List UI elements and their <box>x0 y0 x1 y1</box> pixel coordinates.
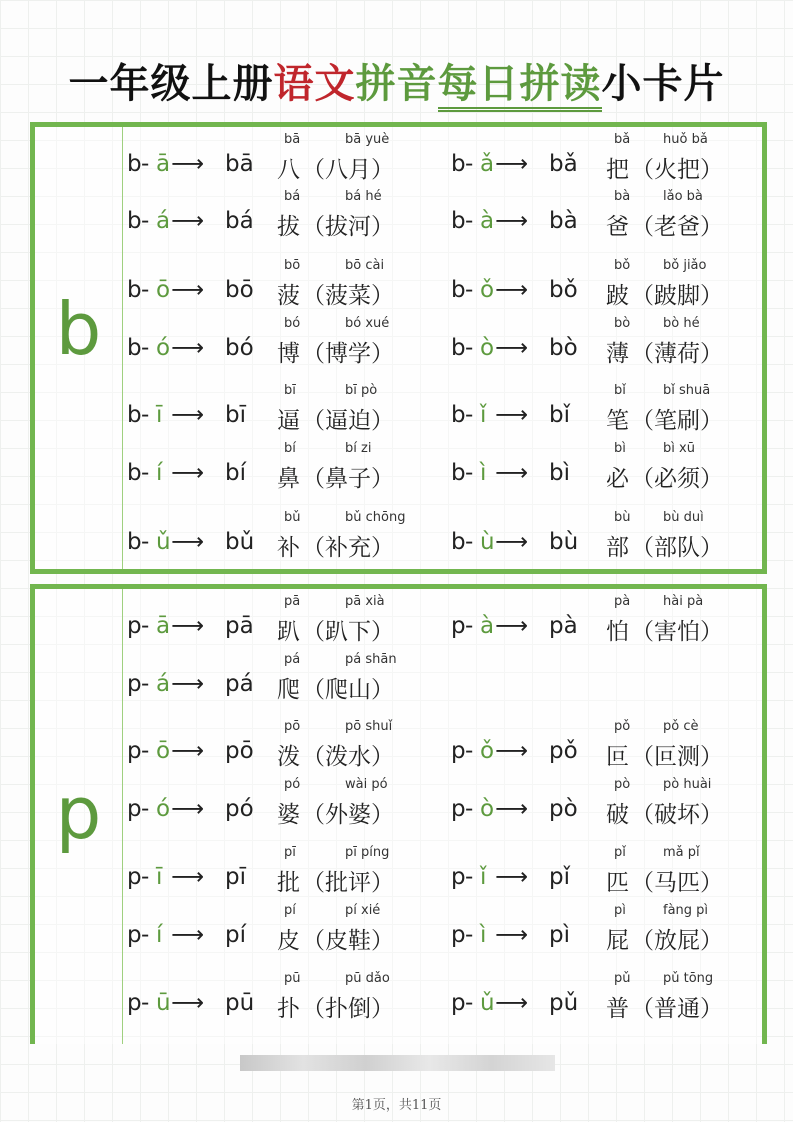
pinyin-entry <box>451 383 771 442</box>
pinyin-entry <box>127 258 447 317</box>
initial: b <box>451 460 466 486</box>
pinyin-entry <box>451 258 771 317</box>
word-pinyin: bá hé <box>345 189 382 204</box>
dash: - <box>141 460 150 486</box>
syllable: bó <box>225 335 254 361</box>
hanzi: 叵 <box>606 744 629 770</box>
initial: b <box>127 277 142 303</box>
arrow-icon: ⟶ <box>495 277 528 303</box>
vowel: ì <box>480 460 487 486</box>
pinyin-entry <box>127 652 447 711</box>
hanzi: 批 <box>277 870 300 896</box>
initial: p <box>451 990 466 1016</box>
arrow-icon: ⟶ <box>171 922 204 948</box>
dash: - <box>465 796 474 822</box>
dash: - <box>141 402 150 428</box>
word: （火把） <box>631 157 723 183</box>
dash: - <box>465 922 474 948</box>
pinyin-entry <box>451 971 771 1030</box>
dash: - <box>141 529 150 555</box>
vowel: ǎ <box>480 151 495 177</box>
page-title <box>0 52 793 109</box>
word: （老爸） <box>631 214 723 240</box>
word-pinyin: bó xué <box>345 316 390 331</box>
vowel: ō <box>156 277 171 303</box>
word-pinyin: pǒ cè <box>663 719 699 734</box>
title-part: 每日拼读 <box>438 60 602 112</box>
word: （拔河） <box>302 214 394 240</box>
dash: - <box>141 738 150 764</box>
word-pinyin: wài pó <box>345 777 388 792</box>
dash: - <box>465 990 474 1016</box>
char-pinyin: pì <box>614 903 626 918</box>
word: （破坏） <box>631 802 723 828</box>
hanzi: 扑 <box>277 996 300 1022</box>
word: （博学） <box>302 341 394 367</box>
word: （薄荷） <box>631 341 723 367</box>
char-pinyin: bì <box>614 441 626 456</box>
dash: - <box>465 864 474 890</box>
vowel: ǒ <box>480 277 495 303</box>
vowel: ā <box>156 151 171 177</box>
char-pinyin: pà <box>614 594 631 609</box>
word-pinyin: bí zi <box>345 441 372 456</box>
initial: b <box>451 335 466 361</box>
arrow-icon: ⟶ <box>171 402 204 428</box>
dash: - <box>141 613 150 639</box>
vowel: í <box>156 460 163 486</box>
hanzi: 部 <box>606 535 629 561</box>
syllable: bí <box>225 460 246 486</box>
vowel: ǐ <box>480 864 487 890</box>
pinyin-entry <box>127 441 447 500</box>
hanzi: 拔 <box>277 214 300 240</box>
word-pinyin: bā yuè <box>345 132 390 147</box>
syllable: pū <box>225 990 255 1016</box>
char-pinyin: bá <box>284 189 301 204</box>
char-pinyin: bó <box>284 316 301 331</box>
arrow-icon: ⟶ <box>171 151 204 177</box>
word: （笔刷） <box>631 408 723 434</box>
word-pinyin: huǒ bǎ <box>663 132 708 147</box>
syllable: pí <box>225 922 246 948</box>
initial: b <box>127 151 142 177</box>
arrow-icon: ⟶ <box>171 208 204 234</box>
char-pinyin: pó <box>284 777 301 792</box>
vowel: ò <box>480 335 495 361</box>
syllable: bǎ <box>549 151 578 177</box>
word: （放屁） <box>631 928 723 954</box>
hanzi: 八 <box>277 157 300 183</box>
title-part: 一年级上册 <box>68 60 274 107</box>
word: （泼水） <box>302 744 394 770</box>
syllable: bá <box>225 208 254 234</box>
arrow-icon: ⟶ <box>495 796 528 822</box>
syllable: pó <box>225 796 254 822</box>
vowel: ǔ <box>480 990 495 1016</box>
divider <box>122 127 123 569</box>
char-pinyin: pǒ <box>614 719 631 734</box>
hanzi: 破 <box>606 802 629 828</box>
word: （叵测） <box>631 744 723 770</box>
pinyin-entry <box>127 383 447 442</box>
word-pinyin: pò huài <box>663 777 712 792</box>
pinyin-entry <box>127 189 447 248</box>
word-pinyin: bī pò <box>345 383 378 398</box>
arrow-icon: ⟶ <box>171 613 204 639</box>
hanzi: 笔 <box>606 408 629 434</box>
vowel: ó <box>156 335 171 361</box>
dash: - <box>465 151 474 177</box>
pinyin-entry <box>127 845 447 904</box>
hanzi: 泼 <box>277 744 300 770</box>
word-pinyin: pū dǎo <box>345 971 390 986</box>
divider <box>122 589 123 1044</box>
syllable: bī <box>225 402 246 428</box>
char-pinyin: bī <box>284 383 296 398</box>
vowel: ī <box>156 864 163 890</box>
arrow-icon: ⟶ <box>495 460 528 486</box>
arrow-icon: ⟶ <box>171 738 204 764</box>
initial: p <box>451 922 466 948</box>
dash: - <box>465 613 474 639</box>
pinyin-entry <box>127 777 447 836</box>
arrow-icon: ⟶ <box>495 529 528 555</box>
hanzi: 把 <box>606 157 629 183</box>
syllable: pǒ <box>549 738 578 764</box>
syllable: pī <box>225 864 246 890</box>
word-pinyin: pǔ tōng <box>663 971 714 986</box>
word: （马匹） <box>631 870 723 896</box>
syllable: bò <box>549 335 578 361</box>
blurred-watermark <box>240 1055 555 1071</box>
syllable: bǔ <box>225 529 255 555</box>
arrow-icon: ⟶ <box>495 335 528 361</box>
hanzi: 薄 <box>606 341 629 367</box>
vowel: ǒ <box>480 738 495 764</box>
vowel: ō <box>156 738 171 764</box>
initial: p <box>127 796 142 822</box>
hanzi: 菠 <box>277 283 300 309</box>
arrow-icon: ⟶ <box>495 738 528 764</box>
hanzi: 补 <box>277 535 300 561</box>
dash: - <box>465 529 474 555</box>
vowel: ǐ <box>480 402 487 428</box>
arrow-icon: ⟶ <box>495 402 528 428</box>
arrow-icon: ⟶ <box>171 864 204 890</box>
hanzi: 跛 <box>606 283 629 309</box>
title-part: 拼音 <box>355 60 438 107</box>
vowel: í <box>156 922 163 948</box>
arrow-icon: ⟶ <box>171 277 204 303</box>
initial: b <box>127 208 142 234</box>
word: （外婆） <box>302 802 394 828</box>
vowel: á <box>156 671 171 697</box>
pinyin-entry <box>451 189 771 248</box>
char-pinyin: bō <box>284 258 301 273</box>
syllable: pǔ <box>549 990 579 1016</box>
vowel: ā <box>156 613 171 639</box>
hanzi: 趴 <box>277 619 300 645</box>
initial: p <box>451 796 466 822</box>
vowel: ù <box>480 529 495 555</box>
hanzi: 普 <box>606 996 629 1022</box>
dash: - <box>141 922 150 948</box>
word: （扑倒） <box>302 996 394 1022</box>
word: （跛脚） <box>631 283 723 309</box>
pinyin-entry <box>451 903 771 962</box>
arrow-icon: ⟶ <box>171 529 204 555</box>
pinyin-entry <box>451 441 771 500</box>
hanzi: 怕 <box>606 619 629 645</box>
initial: b <box>451 529 466 555</box>
char-pinyin: pō <box>284 719 301 734</box>
word: （普通） <box>631 996 723 1022</box>
word: （菠菜） <box>302 283 394 309</box>
arrow-icon: ⟶ <box>495 864 528 890</box>
initial-letter: b <box>55 287 102 371</box>
pinyin-entry <box>127 132 447 191</box>
syllable: bù <box>549 529 579 555</box>
vowel: ó <box>156 796 171 822</box>
hanzi: 皮 <box>277 928 300 954</box>
dash: - <box>141 277 150 303</box>
word-pinyin: hài pà <box>663 594 704 609</box>
word-pinyin: pō shuǐ <box>345 719 393 734</box>
word: （爬山） <box>302 677 394 703</box>
initial: b <box>127 402 142 428</box>
hanzi: 婆 <box>277 802 300 828</box>
arrow-icon: ⟶ <box>495 990 528 1016</box>
char-pinyin: pǔ <box>614 971 631 986</box>
syllable: pá <box>225 671 254 697</box>
word-pinyin: pī píng <box>345 845 390 860</box>
syllable: pà <box>549 613 578 639</box>
word: （逼迫） <box>302 408 394 434</box>
pinyin-entry <box>127 719 447 778</box>
word: （必须） <box>631 466 723 492</box>
vowel: ǔ <box>156 529 171 555</box>
arrow-icon: ⟶ <box>495 151 528 177</box>
word-pinyin: pí xié <box>345 903 381 918</box>
dash: - <box>141 671 150 697</box>
vowel: à <box>480 613 495 639</box>
char-pinyin: pá <box>284 652 301 667</box>
arrow-icon: ⟶ <box>495 613 528 639</box>
pinyin-entry <box>127 510 447 569</box>
pinyin-entry <box>451 719 771 778</box>
word: （趴下） <box>302 619 394 645</box>
pinyin-entry <box>451 510 771 569</box>
word-pinyin: bò hé <box>663 316 700 331</box>
hanzi: 爬 <box>277 677 300 703</box>
word: （部队） <box>631 535 723 561</box>
dash: - <box>141 864 150 890</box>
pinyin-entry <box>451 132 771 191</box>
vowel: ò <box>480 796 495 822</box>
word-pinyin: lǎo bà <box>663 189 703 204</box>
syllable: bā <box>225 151 254 177</box>
hanzi: 博 <box>277 341 300 367</box>
initial: b <box>127 460 142 486</box>
dash: - <box>141 990 150 1016</box>
initial: b <box>451 151 466 177</box>
syllable: pì <box>549 922 570 948</box>
initial: p <box>127 990 142 1016</box>
hanzi: 鼻 <box>277 466 300 492</box>
char-pinyin: bù <box>614 510 631 525</box>
hanzi: 匹 <box>606 870 629 896</box>
syllable: bǒ <box>549 277 578 303</box>
word: （批评） <box>302 870 394 896</box>
char-pinyin: bí <box>284 441 296 456</box>
dash: - <box>465 208 474 234</box>
char-pinyin: pǐ <box>614 845 626 860</box>
word-pinyin: bǐ shuā <box>663 383 711 398</box>
initial: p <box>127 671 142 697</box>
syllable: pā <box>225 613 254 639</box>
word: （皮鞋） <box>302 928 394 954</box>
initial: p <box>451 613 466 639</box>
arrow-icon: ⟶ <box>171 990 204 1016</box>
dash: - <box>141 208 150 234</box>
initial: p <box>127 922 142 948</box>
syllable: pǐ <box>549 864 570 890</box>
char-pinyin: pū <box>284 971 301 986</box>
char-pinyin: pí <box>284 903 296 918</box>
word-pinyin: bǒ jiǎo <box>663 258 707 273</box>
vowel: à <box>480 208 495 234</box>
syllable: bì <box>549 460 570 486</box>
word-pinyin: bǔ chōng <box>345 510 406 525</box>
hanzi: 必 <box>606 466 629 492</box>
pinyin-entry <box>127 316 447 375</box>
word-pinyin: pā xià <box>345 594 385 609</box>
syllable: pō <box>225 738 254 764</box>
vowel: ū <box>156 990 171 1016</box>
word: （补充） <box>302 535 394 561</box>
syllable: bà <box>549 208 578 234</box>
syllable: bō <box>225 277 254 303</box>
dash: - <box>465 460 474 486</box>
char-pinyin: bǐ <box>614 383 626 398</box>
dash: - <box>141 796 150 822</box>
pinyin-entry <box>451 777 771 836</box>
dash: - <box>141 151 150 177</box>
pinyin-entry <box>127 594 447 653</box>
arrow-icon: ⟶ <box>171 460 204 486</box>
arrow-icon: ⟶ <box>495 208 528 234</box>
pinyin-card-b <box>30 122 767 574</box>
word-pinyin: bō cài <box>345 258 385 273</box>
arrow-icon: ⟶ <box>171 796 204 822</box>
syllable: bǐ <box>549 402 570 428</box>
char-pinyin: bà <box>614 189 631 204</box>
initial: p <box>127 613 142 639</box>
page-footer: 第1页，共11页 <box>351 1098 442 1113</box>
arrow-icon: ⟶ <box>171 335 204 361</box>
word-pinyin: fàng pì <box>663 903 709 918</box>
pinyin-entry <box>451 594 771 653</box>
pinyin-card-p <box>30 584 767 1044</box>
char-pinyin: bǎ <box>614 132 631 147</box>
initial: b <box>451 208 466 234</box>
word-pinyin: bì xū <box>663 441 695 456</box>
initial: p <box>127 864 142 890</box>
title-part: 语文 <box>273 60 356 107</box>
char-pinyin: bò <box>614 316 631 331</box>
pinyin-entry <box>127 903 447 962</box>
word: （鼻子） <box>302 466 394 492</box>
initial: b <box>127 529 142 555</box>
arrow-icon: ⟶ <box>495 922 528 948</box>
dash: - <box>141 335 150 361</box>
dash: - <box>465 335 474 361</box>
hanzi: 屁 <box>606 928 629 954</box>
vowel: ī <box>156 402 163 428</box>
dash: - <box>465 402 474 428</box>
char-pinyin: bā <box>284 132 301 147</box>
char-pinyin: pī <box>284 845 296 860</box>
hanzi: 逼 <box>277 408 300 434</box>
vowel: ì <box>480 922 487 948</box>
char-pinyin: pā <box>284 594 301 609</box>
dash: - <box>465 277 474 303</box>
initial: p <box>127 738 142 764</box>
char-pinyin: bǔ <box>284 510 301 525</box>
syllable: pò <box>549 796 578 822</box>
initial: b <box>451 402 466 428</box>
title-part: 小卡片 <box>601 60 725 107</box>
word-pinyin: pá shān <box>345 652 397 667</box>
initial: b <box>127 335 142 361</box>
char-pinyin: pò <box>614 777 631 792</box>
word-pinyin: mǎ pǐ <box>663 845 700 860</box>
pinyin-entry <box>451 845 771 904</box>
pinyin-entry <box>451 316 771 375</box>
word: （八月） <box>302 157 394 183</box>
hanzi: 爸 <box>606 214 629 240</box>
initial: p <box>451 738 466 764</box>
dash: - <box>465 738 474 764</box>
word: （害怕） <box>631 619 723 645</box>
char-pinyin: bǒ <box>614 258 631 273</box>
initial: b <box>451 277 466 303</box>
arrow-icon: ⟶ <box>171 671 204 697</box>
vowel: á <box>156 208 171 234</box>
word-pinyin: bù duì <box>663 510 704 525</box>
initial: p <box>451 864 466 890</box>
pinyin-entry <box>127 971 447 1030</box>
initial-letter: p <box>55 771 102 855</box>
